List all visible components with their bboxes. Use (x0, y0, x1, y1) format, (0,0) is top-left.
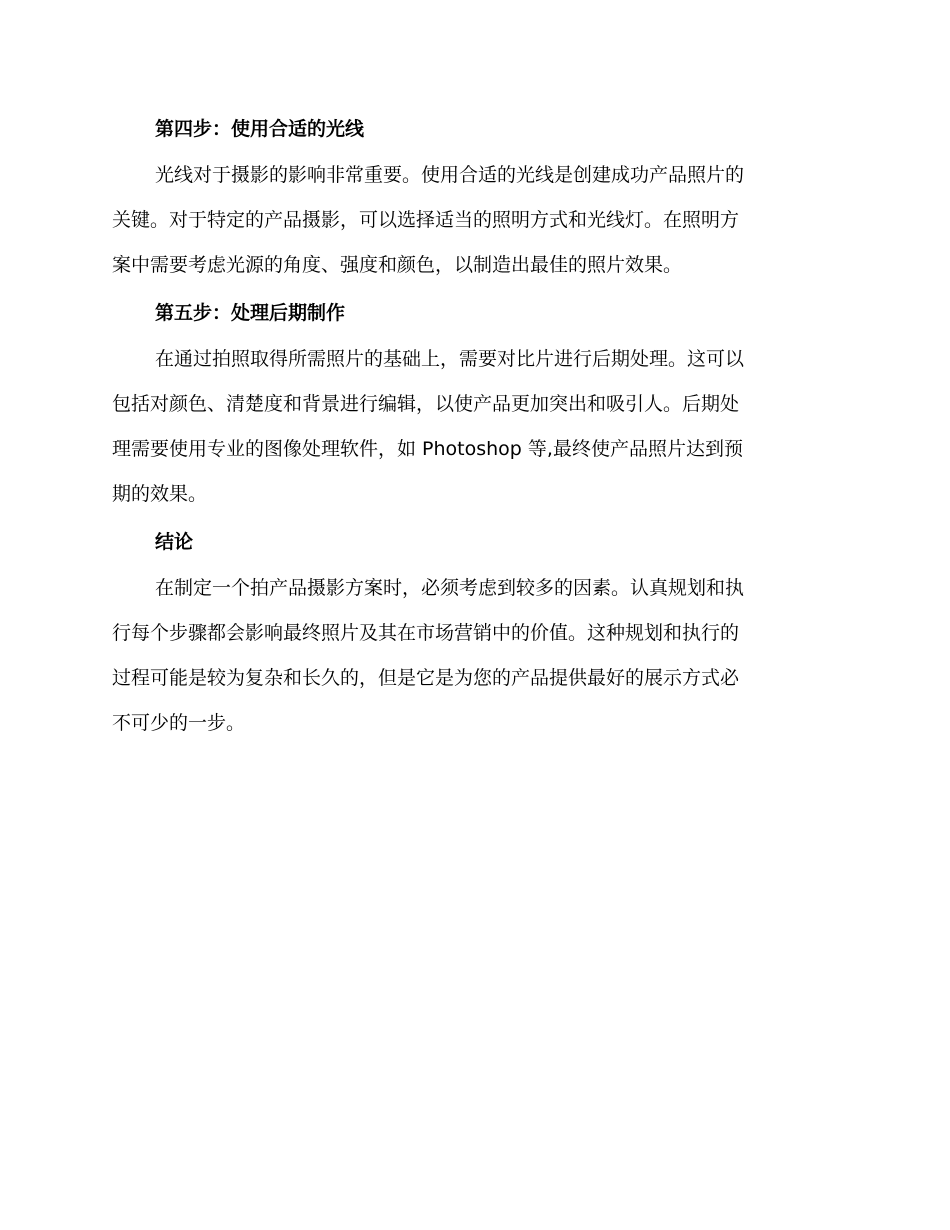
document-body (112, 112, 830, 746)
paragraph-line: 包括对颜色、清楚度和背景进行编辑，以使产品更加突出和吸引人。后期处 (112, 393, 740, 415)
paragraph-line: 在制定一个拍产品摄影方案时，必须考虑到较多的因素。认真规划和执 (155, 577, 745, 599)
paragraph-line: 不可少的一步。 (112, 712, 246, 734)
paragraph-line: 过程可能是较为复杂和长久的，但是它是为您的产品提供最好的展示方式必 (112, 667, 740, 689)
paragraph-line: 案中需要考虑光源的角度、强度和颜色，以制造出最佳的照片效果。 (112, 254, 683, 276)
section-step-four (112, 112, 830, 296)
paragraph-line: 期的效果。 (112, 483, 208, 505)
section-step-five (112, 296, 830, 525)
section-paragraph (112, 337, 830, 517)
paragraph-line: 光线对于摄影的影响非常重要。使用合适的光线是创建成功产品照片的 (155, 164, 745, 186)
section-heading: 结论 (155, 531, 194, 553)
section-paragraph (112, 566, 830, 746)
section-conclusion (112, 525, 830, 746)
paragraph-line: 关键。对于特定的产品摄影，可以选择适当的照明方式和光线灯。在照明方 (112, 209, 740, 231)
section-heading: 第五步：处理后期制作 (155, 302, 346, 324)
paragraph-line: 在通过拍照取得所需照片的基础上，需要对比片进行后期处理。这可以 (155, 348, 745, 370)
section-heading: 第四步：使用合适的光线 (155, 118, 365, 140)
paragraph-line: 行每个步骤都会影响最终照片及其在市场营销中的价值。这种规划和执行的 (112, 622, 740, 644)
section-paragraph (112, 153, 830, 288)
paragraph-line: 理需要使用专业的图像处理软件，如 Photoshop 等,最终使产品照片达到预 (112, 438, 743, 460)
